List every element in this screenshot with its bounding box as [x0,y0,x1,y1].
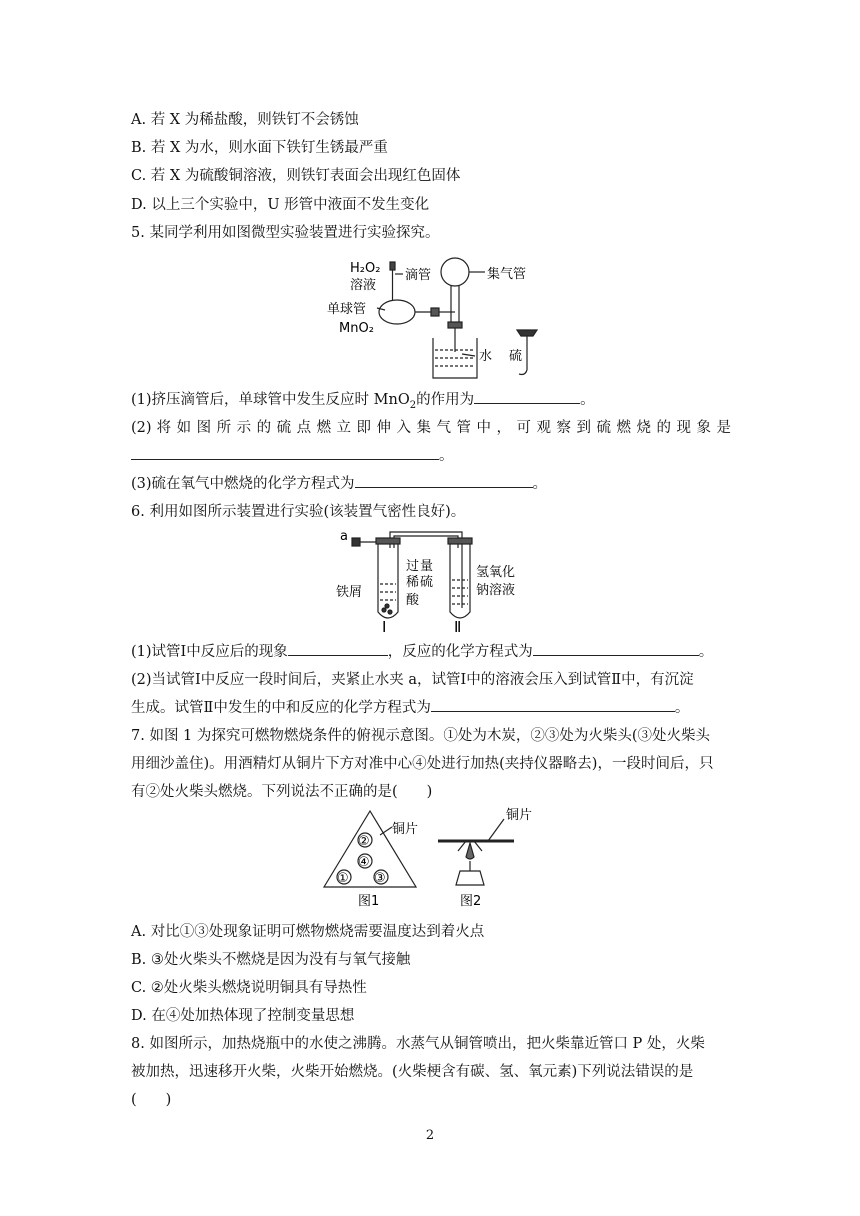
answer-blank[interactable] [533,641,699,656]
q5-label-water: 水 [479,349,493,364]
q6-label-tube-1: Ⅰ [382,618,387,636]
q5-figure [327,252,555,384]
q6-figure [334,524,534,636]
q6-part1: (1)试管Ⅰ中反应后的现象 ，反应的化学方程式为 。 [131,640,713,661]
q6-label-acid-1: 过 [406,559,420,574]
q6-label-acid-5: 酸 [406,593,420,608]
q5-label-sulfur: 硫 [509,349,523,364]
q6-label-acid-3: 稀 [406,575,420,590]
page-number: 2 [425,1128,435,1143]
answer-blank[interactable] [431,697,675,712]
q4-option-a: A. 若 X 为稀盐酸，则铁钉不会锈蚀 [131,112,359,128]
q7-caption-fig2: 图2 [460,894,482,909]
q5-part2-line2: 。 [131,444,454,465]
q8-stem-line3: ( ) [131,1092,172,1108]
answer-blank[interactable] [131,445,439,460]
q6-stem: 6. 利用如图所示装置进行实验(该装置气密性良好)。 [131,504,466,520]
q8-stem-line1: 8. 如图所示，加热烧瓶中的水使之沸腾。水蒸气从铜管喷出，把火柴靠近管口 P 处，火柴 [131,1036,705,1052]
q6-label-iron: 铁屑 [336,585,363,600]
q7-circle-3: ③ [374,871,386,886]
q6-label-clamp-a: a [340,529,348,544]
q7-circle-2: ② [358,834,370,849]
q6-part2-line2: 生成。试管Ⅱ中发生的中和反应的化学方程式为 。 [131,696,689,717]
q7-circle-4: ④ [358,855,370,870]
q7-circle-1: ① [337,871,349,886]
q5-label-bulb-tube: 单球管 [327,302,367,317]
q7-stem-line2: 用细沙盖住)。用酒精灯从铜片下方对准中心④处进行加热(夹持仪器略去)，一段时间后，只 [131,756,714,772]
q5-label-mno2: MnO₂ [339,321,374,336]
q7-label-copper-2: 铜片 [506,808,533,823]
q7-label-copper-1: 铜片 [392,822,419,837]
q4-option-c: C. 若 X 为硫酸铜溶液，则铁钉表面会出现红色固体 [131,168,461,184]
q6-label-acid-2: 量 [420,559,434,574]
q7-stem-line1: 7. 如图 1 为探究可燃物燃烧条件的俯视示意图。①处为木炭，②③处为火柴头(③处火柴头 [131,728,711,744]
q5-stem: 5. 某同学利用如图微型实验装置进行实验探究。 [131,225,440,241]
q7-option-d: D. 在④处加热体现了控制变量思想 [131,1008,355,1024]
q6-label-acid-4: 硫 [420,575,434,590]
q5-label-dropper: 滴管 [405,268,432,283]
q5-label-h2o2: H₂O₂ [350,261,381,276]
q5-label-solution: 溶液 [350,278,377,293]
q5-part1: (1)挤压滴管后，单球管中发生反应时 MnO$_2$的作用为 。 [131,388,595,411]
q6-label-naoh-1: 氢氧化 [476,565,516,580]
q7-stem-line3: 有②处火柴头燃烧。下列说法不正确的是( ) [131,784,433,800]
q6-part2-line1: (2)当试管Ⅰ中反应一段时间后，夹紧止水夹 a，试管Ⅰ中的溶液会压入到试管Ⅱ中，有沉淀 [131,672,694,688]
q7-caption-fig1: 图1 [358,894,380,909]
q5-part3: (3)硫在氧气中燃烧的化学方程式为 。 [131,472,547,493]
q7-option-a: A. 对比①③处现象证明可燃物燃烧需要温度达到着火点 [131,924,485,940]
q7-option-b: B. ③处火柴头不燃烧是因为没有与氧气接触 [131,952,411,968]
answer-blank[interactable] [288,641,388,656]
q6-label-naoh-2: 钠溶液 [476,583,516,598]
answer-blank[interactable] [474,389,580,404]
q8-stem-line2: 被加热，迅速移开火柴，火柴开始燃烧。(火柴梗含有碳、氢、氧元素)下列说法错误的是 [131,1064,694,1080]
q5-label-gas-tube: 集气管 [487,267,527,282]
q6-label-tube-2: Ⅱ [454,618,462,636]
q4-option-b: B. 若 X 为水，则水面下铁钉生锈最严重 [131,140,388,156]
q7-option-c: C. ②处火柴头燃烧说明铜具有导热性 [131,980,367,996]
q4-option-d: D. 以上三个实验中，U 形管中液面不发生变化 [131,197,430,213]
answer-blank[interactable] [355,473,533,488]
q5-part2-line1: (2) 将 如 图 所 示 的 硫 点 燃 立 即 伸 入 集 气 管 中 ， 可 观 察 到 硫 燃 烧 的 现 象 是 [131,420,731,436]
q7-figure [320,805,550,909]
